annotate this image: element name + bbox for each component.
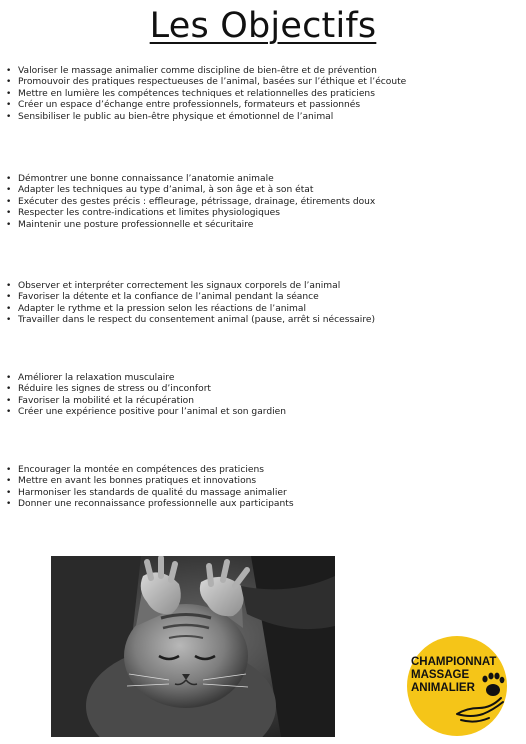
cat-massage-photo xyxy=(51,556,335,737)
objectives-list-relation xyxy=(6,281,375,327)
list-item: • Travailler dans le respect du consentement animal (pause, arrêt si nécessaire) xyxy=(6,315,375,326)
list-item: • Démontrer une bonne connaissance l’anatomie animale xyxy=(6,174,375,185)
objectives-list-general xyxy=(6,66,406,123)
list-item: • Exécuter des gestes précis : effleurage, pétrissage, drainage, étirements doux xyxy=(6,197,375,208)
list-item: • Observer et interpréter correctement les signaux corporels de l’animal xyxy=(6,281,375,292)
list-item: • Favoriser la détente et la confiance de l’animal pendant la séance xyxy=(6,292,375,303)
list-item: • Améliorer la relaxation musculaire xyxy=(6,373,286,384)
objectives-list-profession xyxy=(6,465,294,511)
list-item: • Réduire les signes de stress ou d’inconfort xyxy=(6,384,286,395)
list-item: • Donner une reconnaissance professionnelle aux participants xyxy=(6,499,294,510)
championnat-logo xyxy=(405,634,509,738)
list-item: • Mettre en avant les bonnes pratiques et innovations xyxy=(6,476,294,487)
list-item: • Valoriser le massage animalier comme discipline de bien-être et de prévention xyxy=(6,66,406,77)
logo-line-2: MASSAGE xyxy=(411,669,470,681)
page-title: Les Objectifs xyxy=(149,6,377,46)
objectives-list-technique xyxy=(6,174,375,231)
list-item: • Mettre en lumière les compétences techniques et relationnelles des praticiens xyxy=(6,89,406,100)
list-item: • Adapter les techniques au type d’animal, à son âge et à son état xyxy=(6,185,375,196)
logo-line-1: CHAMPIONNAT xyxy=(411,656,497,668)
list-item: • Favoriser la mobilité et la récupération xyxy=(6,396,286,407)
logo-line-3: ANIMALIER xyxy=(411,682,475,694)
list-item: • Adapter le rythme et la pression selon les réactions de l’animal xyxy=(6,304,375,315)
objectives-list-benefits xyxy=(6,373,286,419)
list-item: • Respecter les contre-indications et limites physiologiques xyxy=(6,208,375,219)
list-item: • Promouvoir des pratiques respectueuses de l’animal, basées sur l’éthique et l’écoute xyxy=(6,77,406,88)
list-item: • Maintenir une posture professionnelle et sécuritaire xyxy=(6,220,375,231)
list-item: • Créer une expérience positive pour l’animal et son gardien xyxy=(6,407,286,418)
list-item: • Harmoniser les standards de qualité du massage animalier xyxy=(6,488,294,499)
list-item: • Encourager la montée en compétences des praticiens xyxy=(6,465,294,476)
list-item: • Créer un espace d’échange entre professionnels, formateurs et passionnés xyxy=(6,100,406,111)
list-item: • Sensibiliser le public au bien-être physique et émotionnel de l’animal xyxy=(6,112,406,123)
